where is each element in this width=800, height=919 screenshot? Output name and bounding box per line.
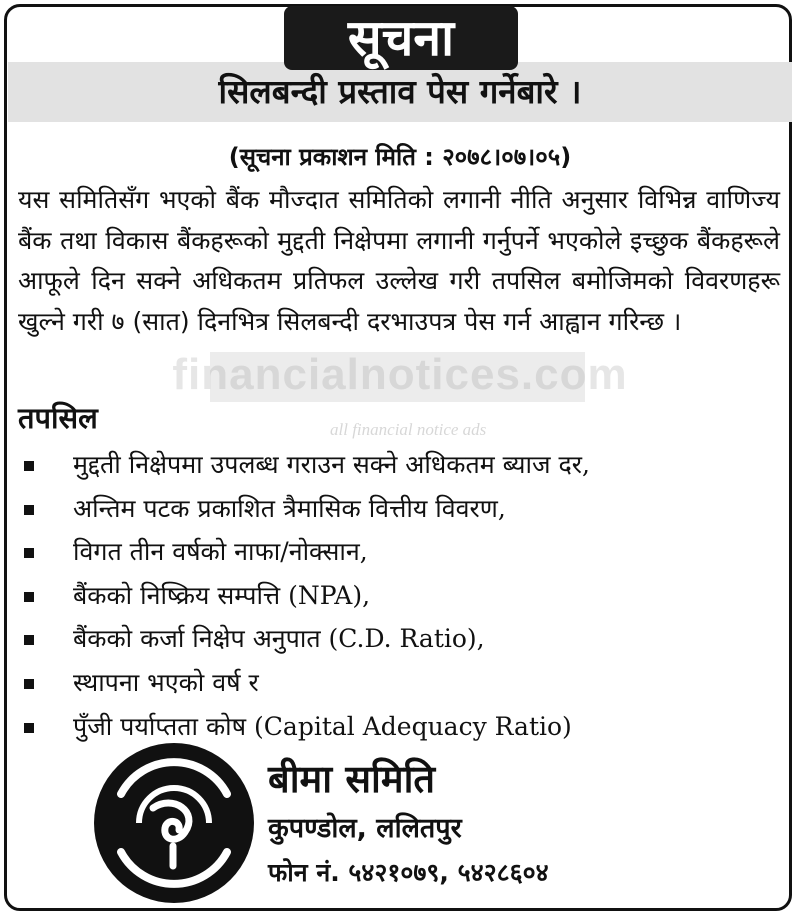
list-item [18, 532, 758, 576]
list-item-text: विगत तीन वर्षको नाफा/नोक्सान, [73, 537, 368, 567]
list-item [18, 619, 758, 663]
organization-address: कुपण्डोल, ललितपुर [268, 813, 462, 844]
list-item [18, 576, 758, 620]
list-item-text: अन्तिम पटक प्रकाशित त्रैमासिक वित्तीय विवरण, [73, 493, 506, 523]
watermark-tagline: all financial notice ads [330, 420, 487, 439]
list-item [18, 489, 758, 533]
publish-date: (सूचना प्रकाशन मिति : २०७८।०७।०५) [228, 143, 572, 171]
requirements-list [18, 445, 758, 750]
square-bullet-icon [24, 635, 34, 645]
watermark-site: financialnotices.com [172, 350, 628, 399]
list-item-text: स्थापना भएको वर्ष र [73, 667, 259, 697]
notice-subject: सिलबन्दी प्रस्ताव पेस गर्नेबारे । [218, 72, 582, 111]
organization-phone: फोन नं. ५४२१०७९, ५४२८६०४ [268, 858, 549, 887]
list-item-text: पुँजी पर्याप्तता कोष (Capital Adequacy Ratio) [73, 711, 572, 741]
square-bullet-icon [24, 592, 34, 602]
notice-body: यस समितिसँग भएको बैंक मौज्दात समितिको लगानी नीति अनुसार विभिन्न वाणिज्य बैंक तथा विकास बैंकहरूको मुद्दती निक्षेपमा लगानी गर्नुपर्ने भएकोले इच्छुक बैंकहरूले आफूले दिन सक्ने अधिकतम प्रतिफल उल्लेख गरी तपसिल बमोजिमको विवरणहरू खुल्ने गरी ७ (सात) दिनभित्र सिलबन्दी दरभाउपत्र पेस गर्न आह्वान गरिन्छ । [18, 185, 780, 336]
section-title: तपसिल [18, 401, 98, 435]
organization-name: बीमा समिति [268, 757, 436, 801]
square-bullet-icon [24, 461, 34, 471]
list-item-text: बैंकको कर्जा निक्षेप अनुपात (C.D. Ratio), [73, 624, 485, 654]
list-item-text: बैंकको निष्क्रिय सम्पत्ति (NPA), [73, 580, 371, 610]
notice-title: सूचना [284, 6, 518, 70]
square-bullet-icon [24, 548, 34, 558]
list-item-text: मुद्दती निक्षेपमा उपलब्ध गराउन सक्ने अधिकतम ब्याज दर, [73, 450, 590, 479]
square-bullet-icon [24, 723, 34, 733]
list-item [18, 445, 758, 489]
beema-samiti-logo-icon [93, 742, 255, 904]
square-bullet-icon [24, 505, 34, 515]
square-bullet-icon [24, 679, 34, 689]
list-item [18, 663, 758, 707]
